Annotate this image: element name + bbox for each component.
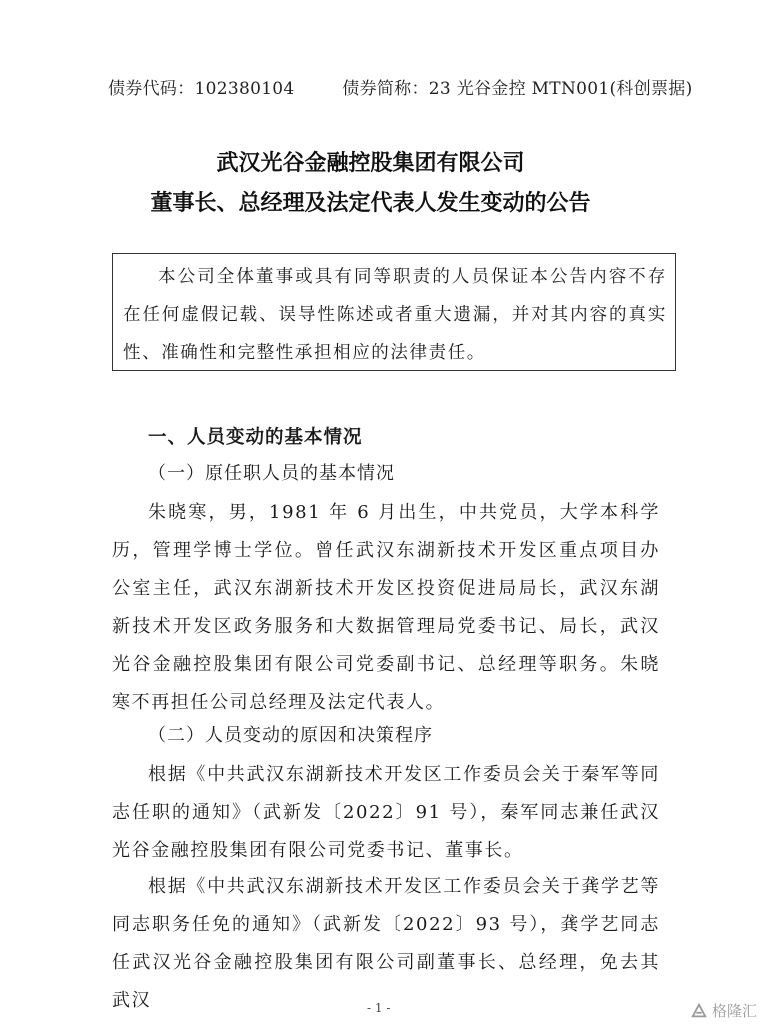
page-number: - 1 - bbox=[367, 1001, 391, 1015]
section-heading: 一、人员变动的基本情况 bbox=[148, 427, 363, 448]
gelonghui-logo-icon bbox=[690, 1002, 708, 1020]
paragraph-original-personnel: 朱晓寒，男，1981 年 6 月出生，中共党员，大学本科学历，管理学博士学位。曾任武汉东湖新技术开发区重点项目办公室主任，武汉东湖新技术开发区投资促进局局长，武汉东湖新技术开发区政务服务和大数据管理局党委书记、局长，武汉光谷金融控股集团有限公司党委副书记、总经理等职务。朱晓寒不再担任公司总经理及法定代表人。 bbox=[112, 502, 660, 713]
bond-info-header bbox=[108, 74, 693, 99]
subsection-heading-change-reason: （二）人员变动的原因和决策程序 bbox=[148, 725, 433, 746]
document-title-company: 武汉光谷金融控股集团有限公司 bbox=[216, 151, 525, 176]
watermark-text: 格隆汇 bbox=[711, 1002, 757, 1020]
bond-abbreviation: 债券简称：23 光谷金控 MTN001(科创票据) bbox=[342, 79, 693, 99]
bond-code: 债券代码：102380104 bbox=[108, 79, 295, 99]
paragraph-qin-jun-appointment: 根据《中共武汉东湖新技术开发区工作委员会关于秦军等同志任职的通知》（武新发〔2022〕91 号），秦军同志兼任武汉光谷金融控股集团有限公司党委书记、董事长。 bbox=[112, 764, 660, 861]
paragraph-gong-xueyi-appointment: 根据《中共武汉东湖新技术开发区工作委员会关于龚学艺等同志职务任免的通知》（武新发〔2022〕93 号），龚学艺同志任武汉光谷金融控股集团有限公司副董事长、总经理，免去其武汉 bbox=[112, 876, 660, 1011]
document-title-subject: 董事长、总经理及法定代表人发生变动的公告 bbox=[150, 191, 591, 216]
subsection-heading-original-personnel: （一）原任职人员的基本情况 bbox=[148, 463, 395, 484]
disclaimer-box: 本公司全体董事或具有同等职责的人员保证本公告内容不存在任何虚假记载、误导性陈述或者重大遗漏，并对其内容的真实性、准确性和完整性承担相应的法律责任。 bbox=[112, 253, 676, 371]
watermark bbox=[690, 1000, 757, 1021]
